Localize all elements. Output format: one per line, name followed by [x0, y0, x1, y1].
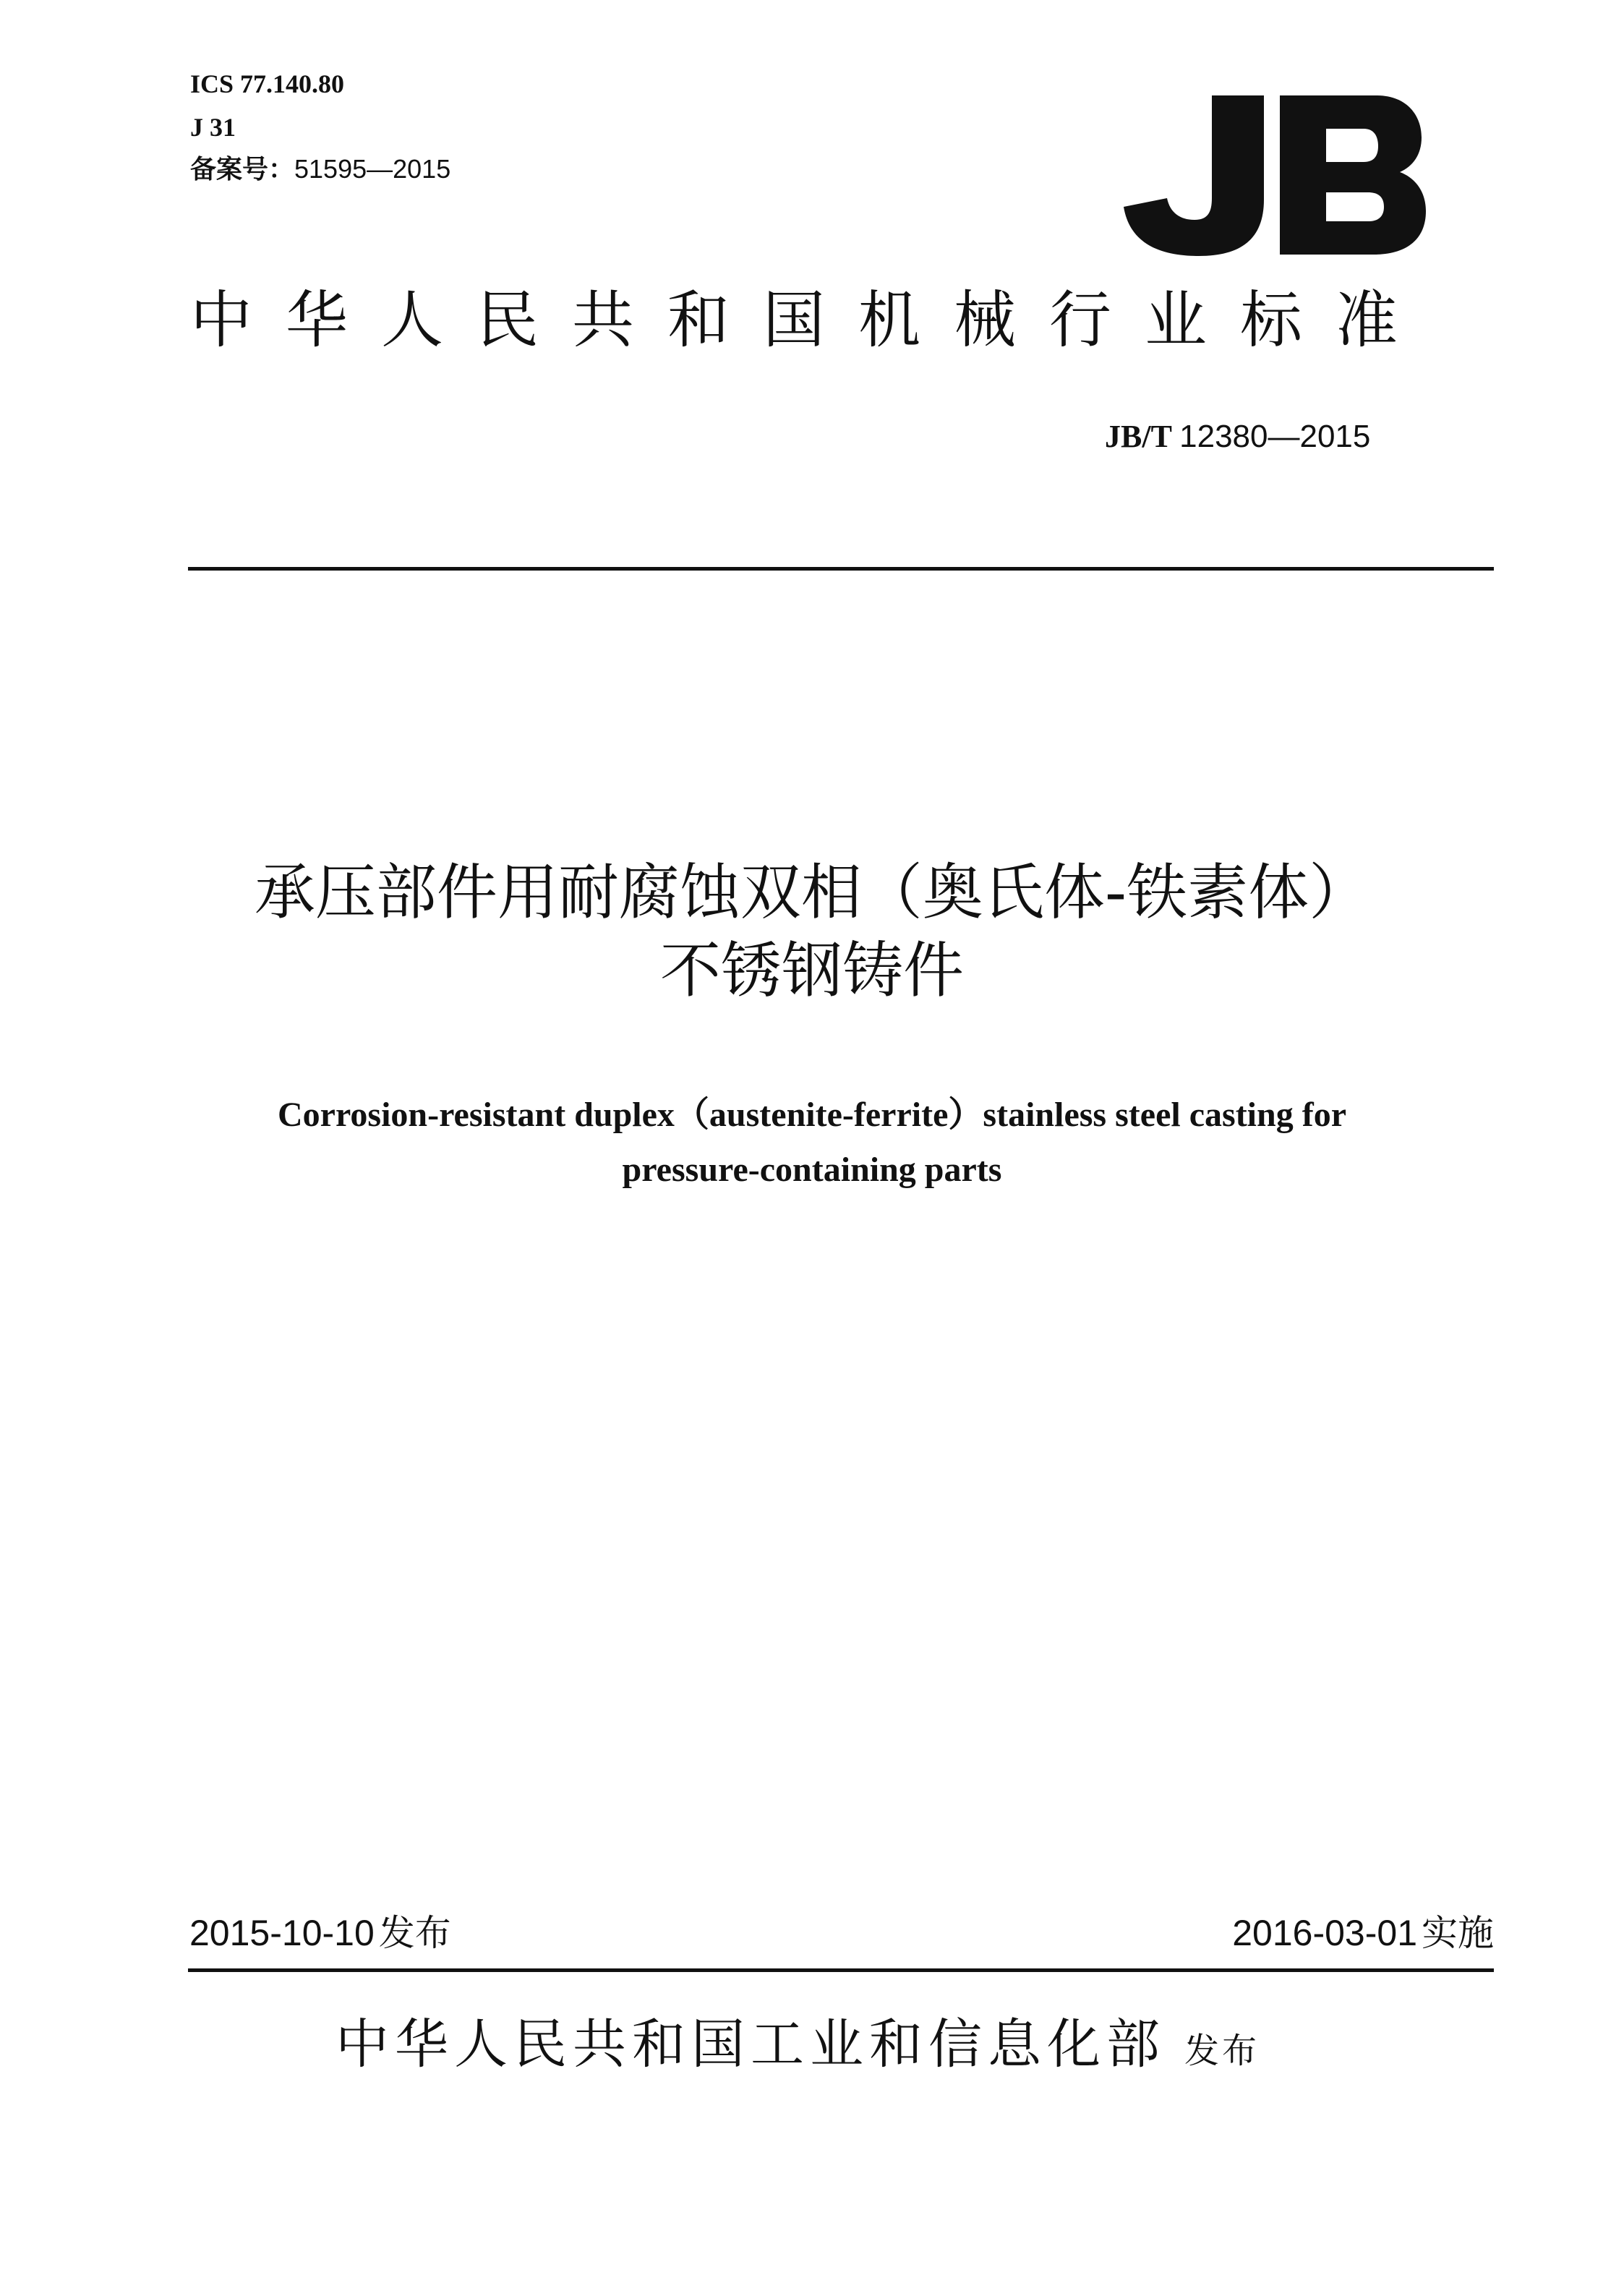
standard-code	[1105, 421, 1370, 453]
jb-standard-logo	[1119, 91, 1426, 259]
implementation-date	[1232, 1912, 1494, 1954]
ics-code: ICS 77.140.80	[190, 69, 345, 98]
standard-code-prefix: JB/T	[1105, 419, 1172, 454]
implementation-date-label: 实施	[1422, 1912, 1494, 1954]
title-english-line-1: Corrosion-resistant duplex（austenite-ferrite）stainless steel casting for	[277, 1096, 1347, 1134]
title-chinese-line-1: 承压部件用耐腐蚀双相（奥氏体-铁素体）	[254, 857, 1370, 928]
title-chinese	[145, 853, 1479, 1010]
issuer-name: 中华人民共和国工业和信息化部	[336, 2013, 1166, 2075]
implementation-date-value: 2016-03-01	[1232, 1913, 1417, 1953]
standard-code-number: 12380—2015	[1179, 419, 1371, 454]
bottom-divider	[188, 1968, 1494, 1972]
standard-organization: 中华人民共和国机械行业标准	[190, 284, 1431, 357]
issue-date-value: 2015-10-10	[189, 1913, 375, 1953]
record-number-value: 51595—2015	[294, 154, 451, 184]
title-english	[145, 1088, 1479, 1198]
jb-logo-icon	[1119, 91, 1426, 259]
record-number	[190, 156, 450, 183]
top-divider	[188, 567, 1494, 571]
issuer	[336, 2013, 1260, 2075]
issuer-suffix: 发布	[1184, 2031, 1260, 2071]
record-number-label: 备案号：	[190, 155, 295, 184]
issue-date	[189, 1912, 451, 1954]
title-english-line-2: pressure-containing parts	[622, 1151, 1002, 1189]
title-chinese-line-2: 不锈钢铸件	[659, 935, 964, 1006]
ccs-code: J 31	[190, 113, 236, 142]
issue-date-label: 发布	[378, 1912, 451, 1954]
